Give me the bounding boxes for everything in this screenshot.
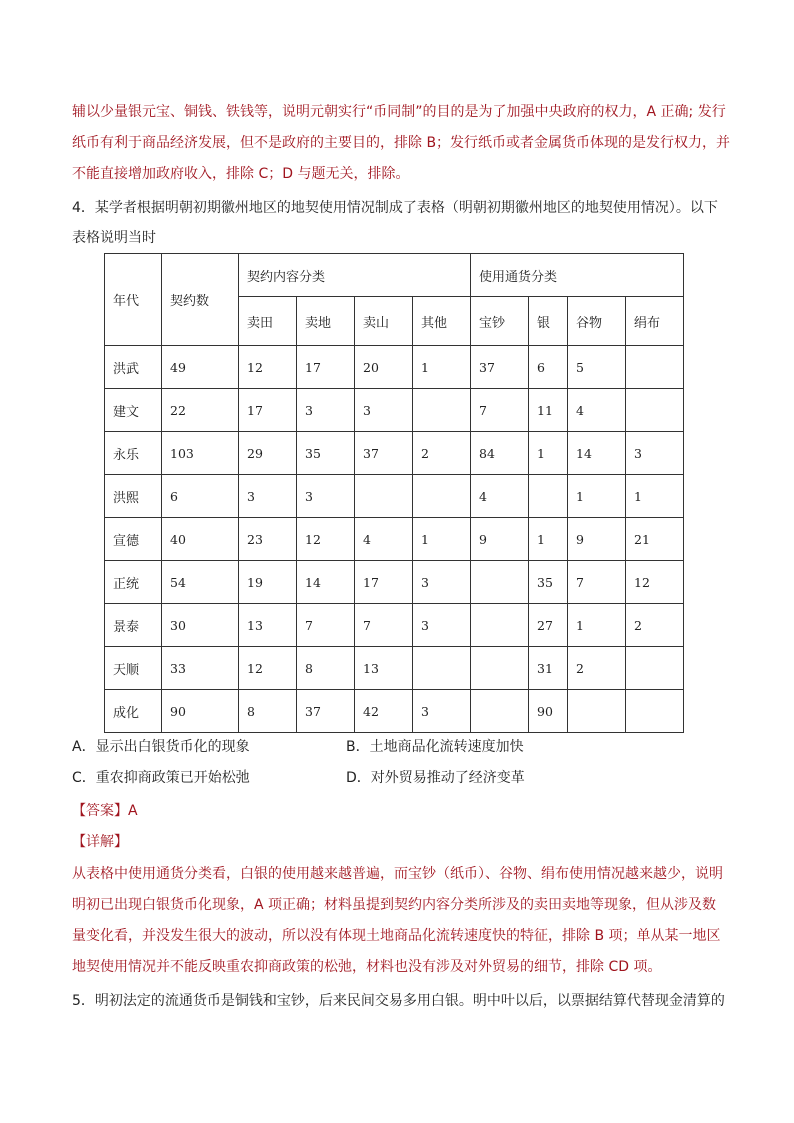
table-cell: 40 [162, 518, 239, 561]
answer-label: 【答案】 [72, 803, 128, 819]
table-cell [413, 475, 471, 518]
table-cell: 7 [568, 561, 626, 604]
era-cell: 洪武 [105, 346, 162, 389]
table-cell: 6 [529, 346, 568, 389]
era-cell: 正统 [105, 561, 162, 604]
header-sell-mountain: 卖山 [355, 297, 413, 346]
table-cell: 3 [413, 690, 471, 733]
table-cell: 90 [529, 690, 568, 733]
table-cell: 3 [355, 389, 413, 432]
table-cell: 8 [239, 690, 297, 733]
question-4-stem-line-2: 表格说明当时 [72, 230, 156, 246]
table-row [105, 389, 684, 432]
table-row [105, 647, 684, 690]
table-cell: 37 [471, 346, 529, 389]
table-cell: 37 [297, 690, 355, 733]
table-cell: 3 [297, 475, 355, 518]
prev-explanation-line-1: 辅以少量银元宝、铜钱、铁钱等，说明元朝实行“币同制”的目的是为了加强中央政府的权力，A 正确; 发行 [72, 104, 726, 120]
table-cell: 54 [162, 561, 239, 604]
table-row [105, 346, 684, 389]
header-sell-land: 卖地 [297, 297, 355, 346]
table-cell [529, 475, 568, 518]
table-cell: 22 [162, 389, 239, 432]
table-cell: 2 [626, 604, 684, 647]
table-cell: 4 [355, 518, 413, 561]
table-cell: 4 [568, 389, 626, 432]
prev-explanation-line-2: 纸币有利于商品经济发展，但不是政府的主要目的，排除 B；发行纸币或者金属货币体现的是发行权力，并 [72, 135, 731, 151]
explanation-line-4: 地契使用情况并不能反映重农抑商政策的松弛，材料也没有涉及对外贸易的细节，排除 CD 项。 [72, 959, 662, 975]
table-cell: 4 [471, 475, 529, 518]
table-cell: 33 [162, 647, 239, 690]
detail-label: 【详解】 [72, 834, 128, 850]
header-sell-field: 卖田 [239, 297, 297, 346]
table-cell: 5 [568, 346, 626, 389]
header-contract-content-group: 契约内容分类 [239, 254, 471, 297]
table-row [105, 604, 684, 647]
table-cell: 13 [239, 604, 297, 647]
table-cell: 8 [297, 647, 355, 690]
answer-line [72, 801, 138, 821]
table-cell [626, 346, 684, 389]
era-cell: 宣德 [105, 518, 162, 561]
table-cell: 29 [239, 432, 297, 475]
table-cell: 90 [162, 690, 239, 733]
table-cell: 1 [568, 604, 626, 647]
question-5-stem: 5．明初法定的流通货币是铜钱和宝钞，后来民间交易多用白银。明中叶以后，以票据结算代替现金清算的 [72, 993, 725, 1009]
table-cell [626, 647, 684, 690]
option-a: A．显示出白银货币化的现象 [72, 739, 250, 755]
header-silver: 银 [529, 297, 568, 346]
table-cell [471, 690, 529, 733]
table-cell: 23 [239, 518, 297, 561]
explanation-line-1: 从表格中使用通货分类看，白银的使用越来越普遍，而宝钞（纸币）、谷物、绢布使用情况越来越少，说明 [72, 866, 723, 882]
table-cell: 49 [162, 346, 239, 389]
explanation-line-3: 量变化看，并没发生很大的波动，所以没有体现土地商品化流转速度快的特征，排除 B 项；单从某一地区 [72, 928, 721, 944]
table-cell: 3 [239, 475, 297, 518]
question-4-stem-line-1: 4．某学者根据明朝初期徽州地区的地契使用情况制成了表格（明朝初期徽州地区的地契使用情况）。以下 [72, 200, 718, 216]
table-cell: 3 [413, 561, 471, 604]
option-b: B．土地商品化流转速度加快 [346, 739, 524, 755]
header-contract-count: 契约数 [162, 254, 239, 346]
table-row [105, 690, 684, 733]
table-cell: 42 [355, 690, 413, 733]
era-cell: 成化 [105, 690, 162, 733]
table-cell [413, 389, 471, 432]
table-cell: 7 [355, 604, 413, 647]
era-cell: 天顺 [105, 647, 162, 690]
option-d: D．对外贸易推动了经济变革 [346, 770, 525, 786]
table-cell: 7 [297, 604, 355, 647]
era-cell: 洪熙 [105, 475, 162, 518]
table-cell: 27 [529, 604, 568, 647]
table-cell: 12 [239, 647, 297, 690]
table-row [105, 475, 684, 518]
table-cell: 9 [471, 518, 529, 561]
table-cell: 84 [471, 432, 529, 475]
header-era: 年代 [105, 254, 162, 346]
table-cell: 3 [297, 389, 355, 432]
table-cell: 6 [162, 475, 239, 518]
era-cell: 永乐 [105, 432, 162, 475]
table-cell: 14 [297, 561, 355, 604]
header-currency-group: 使用通货分类 [471, 254, 684, 297]
table-row [105, 561, 684, 604]
table-cell: 1 [413, 518, 471, 561]
table-cell: 17 [297, 346, 355, 389]
table-cell: 12 [626, 561, 684, 604]
table-cell: 12 [239, 346, 297, 389]
answer-value: A [128, 803, 138, 819]
table-cell [471, 647, 529, 690]
table-cell: 20 [355, 346, 413, 389]
table-cell [471, 561, 529, 604]
era-cell: 景泰 [105, 604, 162, 647]
table-cell: 2 [568, 647, 626, 690]
header-other: 其他 [413, 297, 471, 346]
explanation-line-2: 明初已出现白银货币化现象，A 项正确；材料虽提到契约内容分类所涉及的卖田卖地等现象，但从涉及数 [72, 897, 717, 913]
table-cell: 17 [355, 561, 413, 604]
table-cell: 1 [529, 518, 568, 561]
table-cell: 3 [626, 432, 684, 475]
header-silk-cloth: 绢布 [626, 297, 684, 346]
table-cell: 1 [529, 432, 568, 475]
table-cell: 1 [626, 475, 684, 518]
table-cell: 103 [162, 432, 239, 475]
table-cell: 35 [529, 561, 568, 604]
table-cell [626, 690, 684, 733]
table-cell [471, 604, 529, 647]
table-cell: 14 [568, 432, 626, 475]
table-cell [413, 647, 471, 690]
table-cell: 7 [471, 389, 529, 432]
table-cell: 17 [239, 389, 297, 432]
era-cell: 建文 [105, 389, 162, 432]
table-cell: 21 [626, 518, 684, 561]
table-cell: 1 [568, 475, 626, 518]
contract-usage-table [104, 253, 684, 733]
table-cell: 2 [413, 432, 471, 475]
table-cell: 31 [529, 647, 568, 690]
header-paper-money: 宝钞 [471, 297, 529, 346]
table-row [105, 518, 684, 561]
table-cell: 12 [297, 518, 355, 561]
table-cell: 19 [239, 561, 297, 604]
option-c: C．重农抑商政策已开始松弛 [72, 770, 250, 786]
table-cell: 13 [355, 647, 413, 690]
table-cell [626, 389, 684, 432]
table-cell: 30 [162, 604, 239, 647]
table-cell: 1 [413, 346, 471, 389]
table-cell: 9 [568, 518, 626, 561]
table-row [105, 432, 684, 475]
prev-explanation-line-3: 不能直接增加政府收入，排除 C；D 与题无关，排除。 [72, 166, 410, 182]
table-cell [568, 690, 626, 733]
header-grain: 谷物 [568, 297, 626, 346]
table-cell: 35 [297, 432, 355, 475]
table-cell [355, 475, 413, 518]
table-cell: 37 [355, 432, 413, 475]
table-cell: 11 [529, 389, 568, 432]
table-cell: 3 [413, 604, 471, 647]
